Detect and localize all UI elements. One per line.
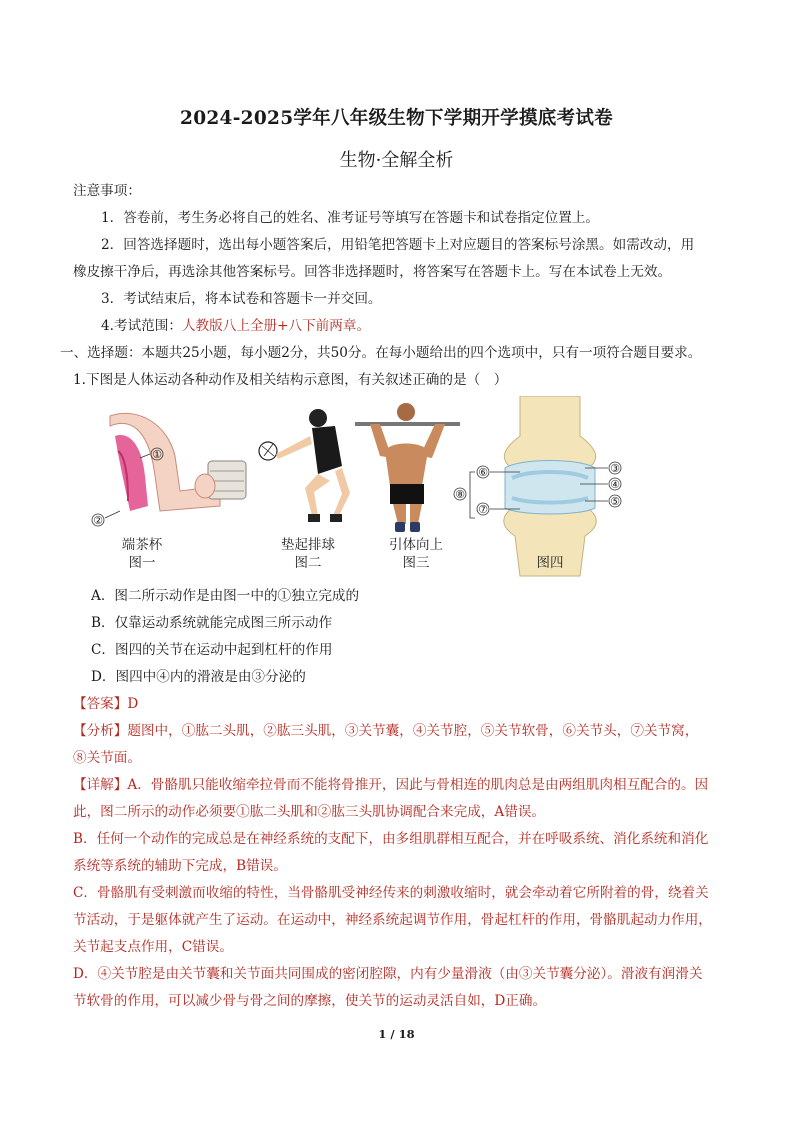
marker-6: ⑥ [478,466,488,479]
scope-value: 人教版八上全册+八下前两章。 [181,318,371,334]
answer-label: 【答案】 [73,696,128,712]
figure-1-label: 图一 [128,555,156,571]
marker-5: ⑤ [610,495,620,508]
detail-line-6: 节活动，于是躯体就产生了运动。在运动中，神经系统起调节作用，骨起杠杆的作用，骨骼肌起动力作用， [73,912,712,928]
detail-text: A．骨骼肌只能收缩牵拉骨而不能将骨推开，因此与骨相连的肌肉总是由两组肌肉相互配合的。因 [127,777,709,793]
question-figure [80,396,640,581]
figure-3-label: 图三 [402,555,430,571]
section-heading: 一、选择题：本题共25小题，每小题2分，共50分。在每小题给出的四个选项中，只有一项符合题目要求。 [60,345,702,361]
detail-line-2: 此，图二所示的动作必须要①肱二头肌和②肱三头肌协调配合来完成，A错误。 [73,804,546,820]
figure-4-label: 图四 [536,555,564,571]
notice-item-2: 2．回答选择题时，选出每小题答案后，用铅笔把答题卡上对应题目的答案标号涂黑。如需改动，用 [101,237,695,253]
analysis-label: 【分析】 [73,723,128,739]
scope-label: 4.考试范围： [101,318,182,334]
detail-line-8: D．④关节腔是由关节囊和关节面共同围成的密闭腔隙，内有少量滑液（由③关节囊分泌）。滑液有润滑关 [73,966,703,982]
marker-1: ① [152,448,162,461]
detail-line-1 [73,776,708,794]
detail-line-3: B．任何一个动作的完成总是在神经系统的支配下，由多组肌群相互配合，并在呼吸系统、消化系统和消化 [73,831,709,847]
detail-label: 【详解】 [73,777,128,793]
option-d: D．图四中④内的滑液是由③分泌的 [91,669,306,685]
detail-line-5: C．骨骼肌有受刺激而收缩的特性，当骨骼肌受神经传来的刺激收缩时，就会牵动着它所附着的骨，绕着关 [73,885,709,901]
page-number: 1 / 18 [378,1027,415,1041]
figure-2-volleyball [259,409,350,571]
marker-3: ③ [610,462,620,475]
option-a: A．图二所示动作是由图一中的①独立完成的 [91,588,360,604]
figure-1-arm [92,413,246,571]
page-title: 2024-2025学年八年级生物下学期开学摸底考试卷 [180,108,613,129]
marker-2: ② [93,514,103,527]
answer [73,695,138,713]
answer-value: D [127,696,139,712]
page-subtitle: 生物·全解全析 [339,150,454,171]
notice-item-2-cont: 橡皮擦干净后，再选涂其他答案标号。回答非选择题时，将答案写在答题卡上。写在本试卷上无效。 [73,264,672,280]
figure-2-caption: 垫起排球 [281,537,335,553]
option-c: C．图四的关节在运动中起到杠杆的作用 [91,642,333,658]
detail-line-9: 节软骨的作用，可以减少骨与骨之间的摩擦，使关节的运动灵活自如，D正确。 [73,993,547,1009]
figure-4-joint [454,396,621,576]
figure-3-pullup [355,403,460,571]
marker-4: ④ [610,478,620,491]
analysis-text: 题图中，①肱二头肌，②肱三头肌，③关节囊，④关节腔，⑤关节软骨，⑥关节头，⑦关节窝， [127,723,699,739]
question-stem: 1.下图是人体运动各种动作及相关结构示意图，有关叙述正确的是（ ） [73,372,508,388]
option-b: B．仅靠运动系统就能完成图三所示动作 [91,615,333,631]
analysis-line-2: ⑧关节面。 [73,750,141,766]
notice-heading: 注意事项： [73,183,141,199]
detail-line-4: 系统等系统的辅助下完成，B错误。 [73,858,287,874]
marker-7: ⑦ [478,503,488,516]
marker-8: ⑧ [455,488,465,501]
notice-item-1: 1．答卷前，考生务必将自己的姓名、准考证号等填写在答题卡和试卷指定位置上。 [101,210,600,226]
analysis-line-1 [73,722,698,740]
detail-line-7: 关节起支点作用，C错误。 [73,939,233,955]
figure-3-caption: 引体向上 [389,537,443,553]
figure-1-caption: 端茶杯 [121,537,163,553]
notice-item-4 [101,317,370,335]
notice-item-3: 3．考试结束后，将本试卷和答题卡一并交回。 [101,291,382,307]
figure-2-label: 图二 [294,555,322,571]
